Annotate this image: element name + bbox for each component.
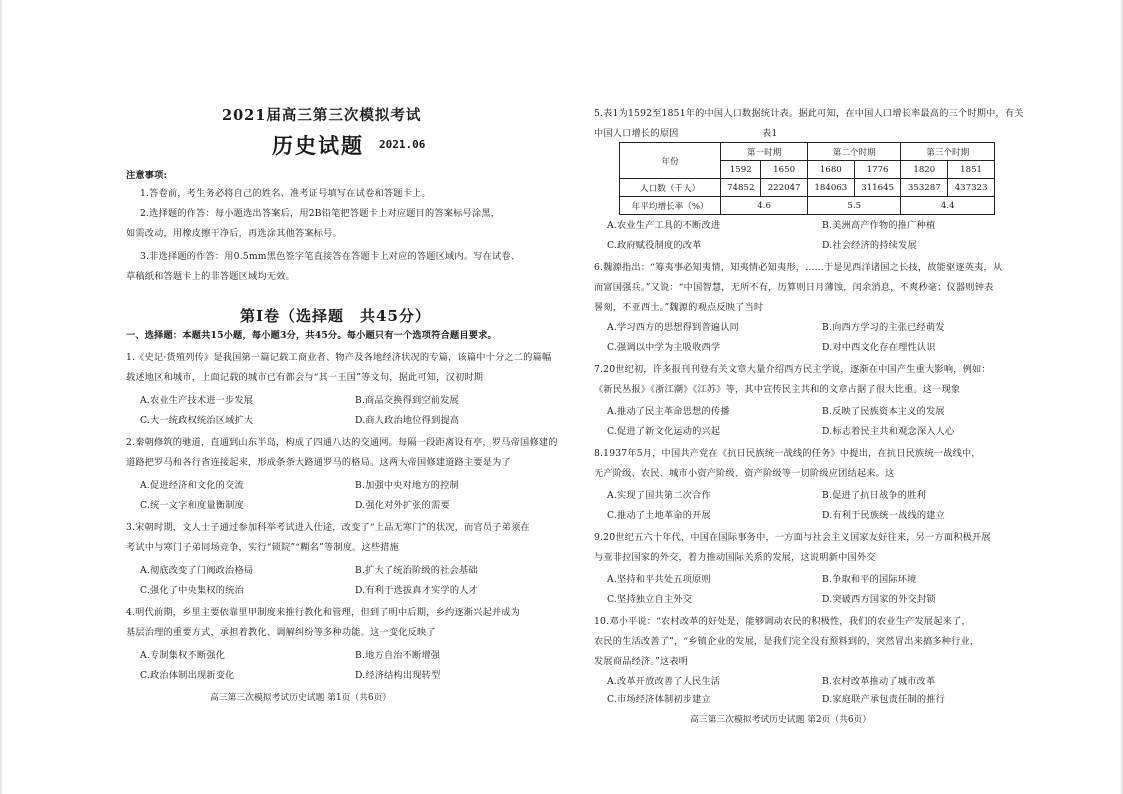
question-line: 载述地区和城市，上面记载的城市已有都会与“其一王国”等文句，据此可知，汉初时期 [126,372,484,383]
option-d: D.有利于选拔真才实学的人才 [355,585,479,596]
question-line: 而富国强兵。”又说：“中国智慧，无所不有，历算则日月薄蚀，闰余消息，不爽秒毫；仪器则钟表 [594,282,994,293]
option-b: B.加强中央对地方的控制 [355,480,459,491]
table-cell: 4.6 [721,197,808,215]
note-line: 如需改动，用橡皮擦干净后，再选涂其他答案标号。 [126,228,342,239]
question-line: 10.邓小平说：“农村改革的好处是，能够调动农民的积极性，我们的农业生产发展起来了， [594,616,971,627]
question-line: 3.宋朝时期，文人士子通过参加科举考试进入仕途，改变了“上品无寒门”的状况，而官员子弟须在 [126,522,530,533]
option-c: C.推动了土地革命的开展 [607,510,711,521]
option-d: D.社会经济的持续发展 [822,240,917,251]
table-cell: 311645 [854,179,901,197]
question-line: 《新民丛报》《浙江潮》《江苏》等，其中宣传民主共和的文章占据了很大比重。这一现象 [594,384,961,395]
notes-heading: 注意事项: [126,170,168,181]
option-d: D.家庭联产承包责任制的推行 [822,694,946,705]
option-b: B.促进了抗日战争的胜利 [822,490,926,501]
option-d: D.商人政治地位得到提高 [355,415,460,426]
section-intro: 一、选择题：本题共15小题，每小题3分，共45分。每小题只有一个选项符合题目要求。 [126,330,497,341]
question-line: 9.20世纪五六十年代，中国在国际事务中，一方面与社会主义国家友好往来，另一方面积极开展 [594,532,991,543]
page-footer: 高三第三次模拟考试历史试题 第1页（共6页） [210,693,392,703]
table-header: 第三个时期 [901,143,995,161]
table-row [620,143,995,161]
option-b: B.争取和平的国际环境 [822,574,917,585]
note-line: 草稿纸和答题卡上的非答题区域均无效。 [126,271,295,282]
option-c: C.市场经济体制初步建立 [607,694,711,705]
option-a: A.促进经济和文化的交流 [140,480,244,491]
option-b: B.美洲高产作物的推广种植 [822,220,936,231]
question-line: 8.1937年5月，中国共产党在《抗日民族统一战线的任务》中提出，在抗日民族统一战线中， [594,448,981,459]
question-line: 发展商品经济。”这表明 [594,656,689,667]
question-line: 道路把罗马和各行省连接起来，形成条条大路通罗马的格局。这两大帝国修建道路主要是为了 [126,457,511,468]
question-line: 1.《史记·货殖列传》是我国第一篇记载工商业者、物产及各地经济状况的专篇，该篇中十分之二的篇幅 [126,352,552,363]
question-line: 农民的生活改善了”，“乡镇企业的发展，是我们完全没有预料到的，突然冒出来搞多种行业， [594,636,980,647]
table-cell: 1592 [721,161,761,179]
option-a: A.农业生产工具的不断改进 [607,220,721,231]
table-cell: 1851 [948,161,995,179]
option-d: D.标志着民主共和观念深入人心 [822,426,955,437]
option-b: B.地方自治不断增强 [355,650,441,661]
option-c: C.大一统政权统治区域扩大 [140,415,254,426]
option-c: C.统一文字和度量衡制度 [140,500,244,511]
option-c: C.坚持独立自主外交 [607,594,693,605]
option-c: C.政府赋役制度的改革 [607,240,702,251]
option-a: A.专制集权不断强化 [140,650,226,661]
question-line: 7.20世纪初，许多报刊刊登有关文章大量介绍西方民主学说，逐渐在中国产生重大影响，例如： [594,364,991,375]
option-c: C.强调以中学为主吸收西学 [607,342,721,353]
question-line: 基层治理的重要方式，承担着教化、调解纠纷等多种功能。这一变化反映了 [126,627,436,638]
option-a: A.坚持和平共处五项原则 [607,574,711,585]
exam-date: 2021.06 [379,138,426,151]
option-b: B.扩大了统治阶级的社会基础 [355,565,478,576]
note-line: 3.非选择题的作答：用0.5mm黑色签字笔直接答在答题卡上对应的答题区域内。写在试卷、 [140,251,521,262]
note-line: 1.答卷前，考生务必将自己的姓名、准考证号填写在试卷和答题卡上。 [140,188,431,199]
table-cell: 人口数（千人） [620,179,721,197]
page-footer: 高三第三次模拟考试历史试题 第2页（共6页） [690,715,872,725]
exam-title: 2021届高三第三次模拟考试 [222,107,422,124]
section-title: 第Ⅰ卷（选择题 共45分） [240,307,431,325]
option-b: B.反映了民族资本主义的发展 [822,406,945,417]
table-cell: 437323 [948,179,995,197]
option-d: D.有利于民族统一战线的建立 [822,510,946,521]
table-cell: 222047 [761,179,808,197]
question-line: 考试中与寒门子弟同场竞争，实行“锁院”“糊名”等制度。这些措施 [126,542,400,553]
subject-title: 历史试题 [272,133,364,158]
question-line: 与亚非拉国家的外交，着力推动国际关系的发展，这说明新中国外交 [594,552,876,563]
question-line: 6.魏源指出：“筹夷事必知夷情，知夷情必知夷形，……于是见西洋诸国之长技，故能驱逐英夷，从 [594,262,1003,273]
table-header: 第一时期 [721,143,808,161]
table-cell: 年平均增长率（%） [620,197,721,215]
population-table [619,142,995,215]
option-a: A.改革开放改善了人民生活 [607,676,721,687]
question-line: 2.秦朝修筑的驰道，直通到山东半岛，构成了四通八达的交通网。每隔一段距离设有亭，罗马帝国修建的 [126,437,558,448]
option-d: D.强化对外扩张的需要 [355,500,450,511]
table-cell: 5.5 [807,197,900,215]
table-cell: 4.4 [901,197,995,215]
exam-page-1 [0,0,561,794]
table-cell: 184063 [807,179,854,197]
option-a: A.彻底改变了门阀政治格局 [140,565,254,576]
table-cell: 1680 [807,161,854,179]
option-c: C.政治体制出现新变化 [140,670,235,681]
option-d: D.对中西文化存在理性认识 [822,342,936,353]
option-c: C.强化了中央集权的统治 [140,585,244,596]
option-a: A.农业生产技术进一步发展 [140,395,254,406]
question-line: 5.表1为1592至1851年的中国人口数据统计表。据此可知，在中国人口增长率最高的三个时期中，有关 [594,108,1024,119]
table-row [620,197,995,215]
table-header: 第二个时期 [807,143,900,161]
question-line: 4.明代前期，乡里主要依靠里甲制度来推行教化和管理，但到了明中后期，乡约逐渐兴起并成为 [126,607,521,618]
table-row [620,179,995,197]
table-cell: 74852 [721,179,761,197]
table-cell: 1776 [854,161,901,179]
table-caption: 表1 [762,128,778,139]
table-cell: 年份 [620,143,721,179]
table-cell: 1650 [761,161,808,179]
option-a: A.推动了民主革命思想的传播 [607,406,730,417]
table-cell: 1820 [901,161,948,179]
option-a: A.实现了国共第二次合作 [607,490,711,501]
option-d: D.突破西方国家的外交封锁 [822,594,936,605]
table-cell: 353287 [901,179,948,197]
exam-page-2 [562,0,1123,794]
option-d: D.经济结构出现转型 [355,670,441,681]
question-line: 中国人口增长的原因 [594,128,679,139]
option-c: C.促进了新文化运动的兴起 [607,426,721,437]
option-a: A.学习西方的思想得到普遍认同 [607,322,739,333]
option-b: B.商品交换得到空前发展 [355,395,459,406]
note-line: 2.选择题的作答：每小题选出答案后，用2B铅笔把答题卡上对应题目的答案标号涂黑， [140,208,501,219]
option-b: B.农村改革推动了城市改革 [822,676,936,687]
question-line: 晷刻，不亚西土。”魏源的观点反映了当时 [594,302,764,313]
question-line: 无产阶级、农民、城市小资产阶级、资产阶级等一切阶级应团结起来。这 [594,468,895,479]
option-b: B.向西方学习的主张已经萌发 [822,322,945,333]
